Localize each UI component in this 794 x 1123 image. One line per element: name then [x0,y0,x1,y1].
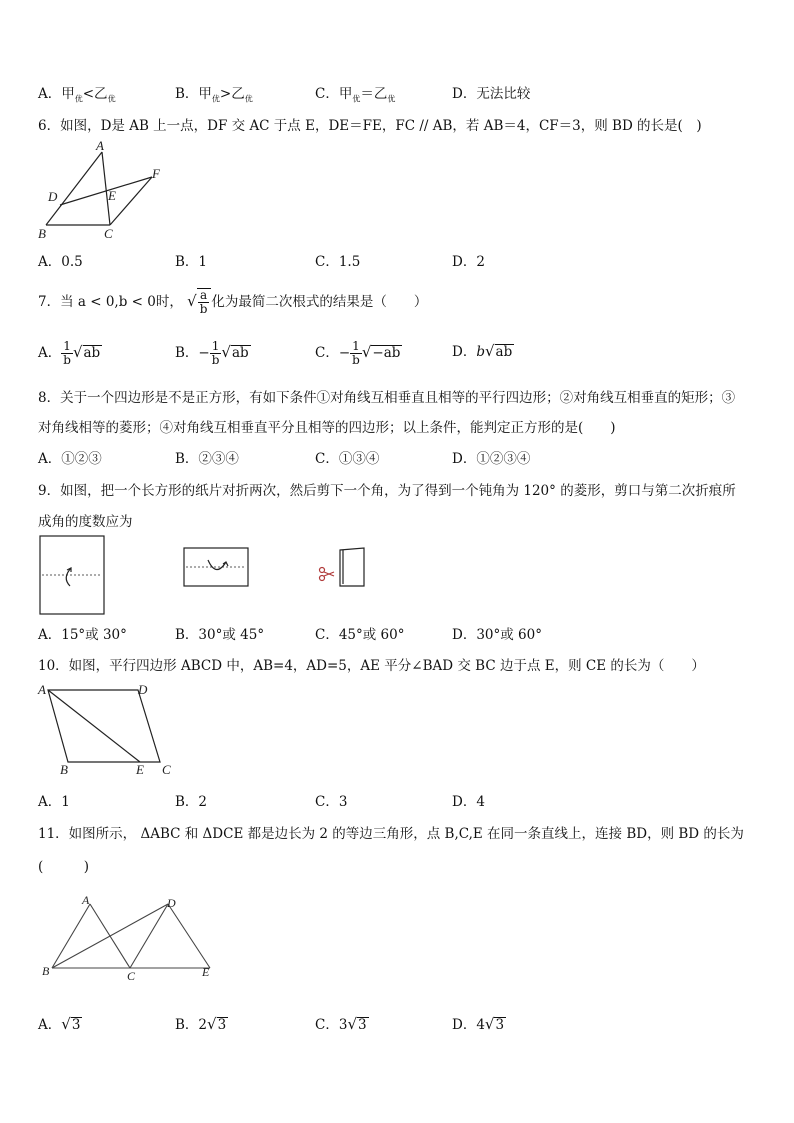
q11-option-c: C．3√3 [315,1015,367,1033]
q7-stem-post: 化为最简二次根式的结果是（ ） [211,294,428,310]
q9-option-a: A．15°或 30° [38,627,127,643]
q6-label-c: C [104,226,113,240]
q6-option-c: C．1.5 [315,254,361,270]
q11-label-b: B [42,964,50,978]
q7-option-d: D．b√ab [452,342,513,360]
q6-label-b: B [38,226,46,240]
q6-option-a: A．0.5 [38,254,83,270]
q10-option-d: D．4 [452,794,485,810]
q10-figure [34,680,184,780]
q6-option-d: D．2 [452,254,485,270]
q10-option-b: B．2 [175,794,208,810]
q7-option-c: C．− $\frac{1}{b}$ √−ab [315,339,401,367]
q11-stem-line1: 11．如图所示， ΔABC 和 ΔDCE 都是边长为 2 的等边三角形，点 B,C,E 在同一条直线上，连接 BD，则 BD 的长为 [38,826,744,842]
q5-option-b: B．甲$_优$>乙$_优$ [175,86,253,104]
q7-frac-num: a [198,289,210,303]
q7-option-a: A． $\frac{1}{b}$ √ab [38,339,101,367]
q8-option-c: C．①③④ [315,451,380,467]
q9-option-d: D．30°或 60° [452,627,542,643]
q6-label-e: E [108,188,116,203]
q10-label-a: A [38,682,46,697]
q8-stem-line2: 对角线相等的菱形；④对角线互相垂直平分且相等的四边形；以上条件，能判定正方形的是( ) [38,420,616,436]
scissors-icon [320,568,335,581]
q8-option-a: A．①②③ [38,451,102,467]
q11-option-a: A．√3 [38,1015,81,1033]
q5-option-d: D．无法比较 [452,86,531,102]
q10-stem: 10．如图，平行四边形 ABCD 中，AB=4，AD=5，AE 平分∠BAD 交 BC 边于点 E，则 CE 的长为（ ） [38,658,705,674]
q11-label-e: E [202,965,210,979]
q11-label-a: A [82,893,90,907]
q11-label-d: D [167,896,176,910]
q11-label-c: C [127,969,136,983]
q7-stem: 7．当 a < 0,b < 0时， √ $\frac{a}{b}$ 化为最简二次根式的结果是（ ） [38,288,428,316]
q7-option-b: B．− $\frac{1}{b}$ √ab [175,339,249,367]
q9-option-b: B．30°或 45° [175,627,265,643]
q6-label-a: A [96,140,104,153]
q7-frac-den: b [199,302,208,316]
q9-stem-line1: 9．如图，把一个长方形的纸片对折两次，然后剪下一个角，为了得到一个钝角为 120° 的菱形，剪口与第二次折痕所 [38,483,736,499]
q8-option-d: D．①②③④ [452,451,531,467]
q11-option-b: B．2√3 [175,1015,227,1033]
q10-label-d: D [138,682,148,697]
q5-option-a: A．甲$_优$<乙$_优$ [38,86,116,104]
q6-label-d: D [48,189,58,204]
q9-stem-line2: 成角的度数应为 [38,514,133,530]
q6-figure [34,140,174,240]
q6-stem: 6．如图，D是 AB 上一点，DF 交 AC 于点 E，DE＝FE，FC // AB，若 AB＝4，CF＝3，则 BD 的长是( ) [38,118,702,134]
q9-option-c: C．45°或 60° [315,627,405,643]
q8-option-b: B．②③④ [175,451,239,467]
q5-option-c: C．甲$_优$＝乙$_优$ [315,86,396,104]
q11-figure [38,890,223,985]
q10-label-c: C [162,762,171,777]
q10-option-a: A．1 [38,794,70,810]
q10-label-b: B [60,762,68,777]
q6-label-f: F [152,166,160,181]
q7-stem-pre: 7．当 a < 0,b < 0时， [38,294,183,310]
q11-option-d: D．4√3 [452,1015,505,1033]
q10-label-e: E [136,762,144,777]
q11-stem-line2: ( ) [38,859,90,875]
q9-figure [38,534,378,618]
q10-option-c: C．3 [315,794,348,810]
q6-option-b: B．1 [175,254,208,270]
q8-stem-line1: 8．关于一个四边形是不是正方形，有如下条件①对角线互相垂直且相等的平行四边形；②对角线互相垂直的矩形；③ [38,390,736,406]
